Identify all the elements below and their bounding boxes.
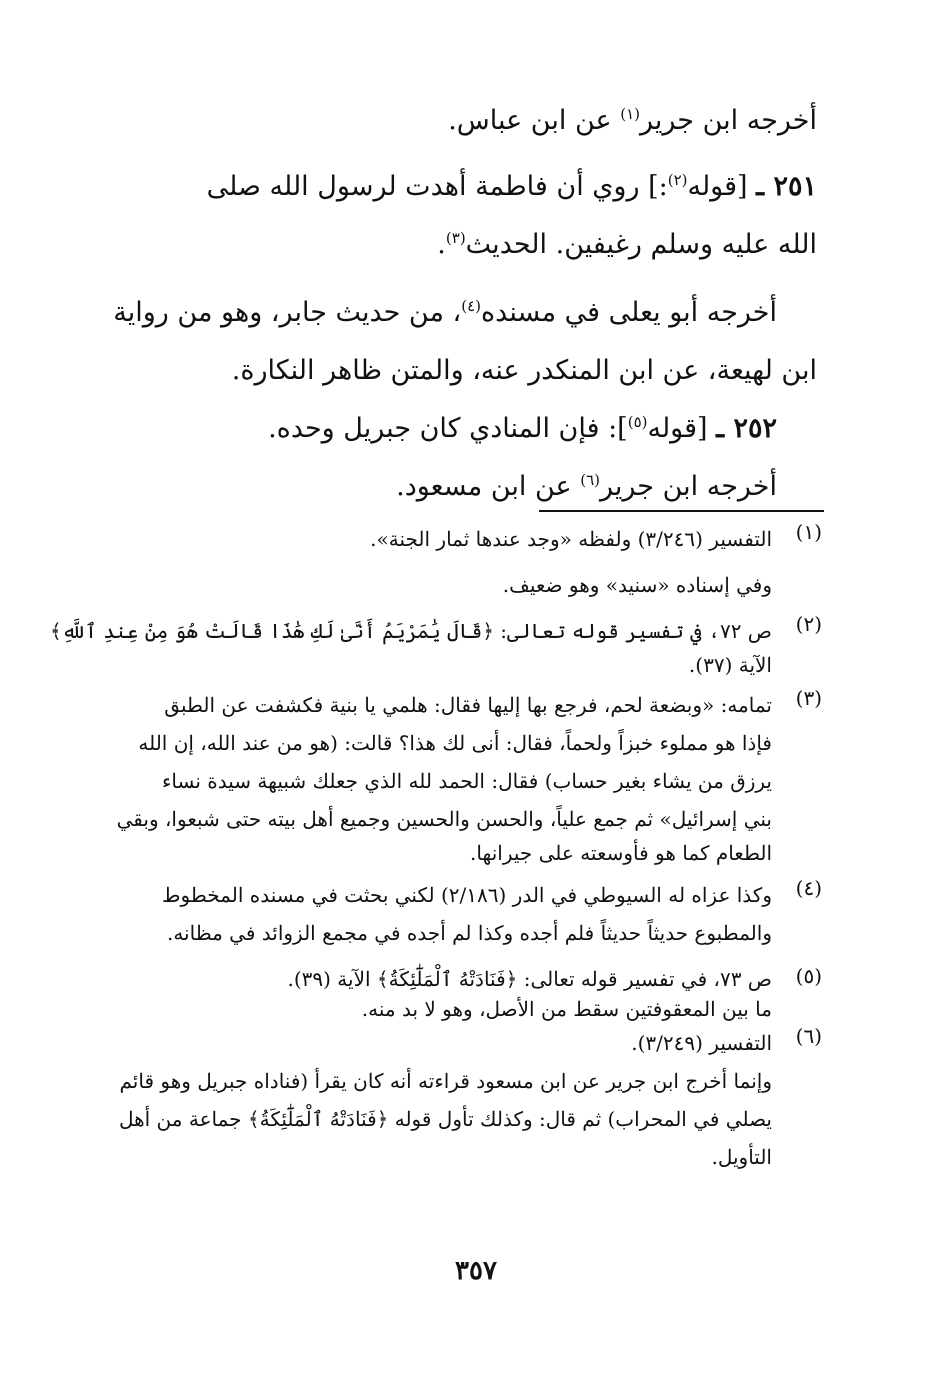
abu-yala-line1: أخرجه أبو يعلى في مسنده$^{(٤)}$، من حديث جابر، وهو من رواية xyxy=(113,297,777,328)
footnote-number: (٥) xyxy=(795,964,822,988)
footnote-ref[interactable]: (٦) xyxy=(580,471,600,489)
footnote-3 xyxy=(116,686,822,868)
footnote-number: (٣) xyxy=(795,686,822,710)
footnote-2 xyxy=(50,612,822,680)
footnote-line: تمامه: «وبضعة لحم، فرجع بها إليها فقال: هلمي يا بنية فكشفت عن الطبق xyxy=(164,693,772,717)
footnote-6 xyxy=(132,1024,822,1062)
footnote-line: وفي إسناده «سنيد» وهو ضعيف. xyxy=(502,573,772,597)
page-number: ٣٥٧ xyxy=(455,1256,497,1286)
footnote-line: التفسير (٣/٢٤٩). xyxy=(631,1031,772,1055)
footnote-line: الآية (٣٧). xyxy=(688,653,772,677)
footnote-line: والمطبوع حديثاً حديثاً فلم أجده وكذا لم أجده في مجمع الزوائد في مظانه. xyxy=(166,921,772,945)
footnote-number: (٤) xyxy=(795,876,822,900)
footnote-line: يصلي في المحراب) ثم قال: وكذلك تأول قوله ﴿فَنَادَتْهُ ٱلْمَلَٰٓئِكَةُ﴾ جماعة من أهل xyxy=(118,1107,772,1131)
footnote-5 xyxy=(132,964,822,1024)
footnote-separator xyxy=(539,510,824,512)
footnote-line: بني إسرائيل» ثم جمع علياً، والحسن والحسين وجميع أهل بيته حتى شبعوا، وبقي xyxy=(116,807,772,831)
footnote-number: (٢) xyxy=(795,612,822,636)
footnote-number: (٦) xyxy=(795,1024,822,1048)
footnote-1 xyxy=(132,520,822,558)
paragraph-number: ٢٥٢ ـ xyxy=(716,413,777,444)
ibn-masud-line: أخرجه ابن جرير$^{(٦)}$ عن ابن مسعود. xyxy=(396,471,777,502)
abu-yala-line2: ابن لهيعة، عن ابن المنكدر عنه، والمتن ظاهر النكارة. xyxy=(231,355,817,386)
footnote-ref[interactable]: (٤) xyxy=(461,297,482,315)
text-line: أخرجه ابن جرير$^{(١)}$ عن ابن عباس. xyxy=(448,105,817,136)
footnote-line: وإنما أخرج ابن جرير عن ابن مسعود قراءته أنه كان يقرأ (فناداه جبريل وهو قائم xyxy=(119,1069,772,1093)
footnote-line: ص ٧٣، في تفسير قوله تعالى: ﴿فَنَادَتْهُ ٱلْمَلَٰٓئِكَةُ﴾ الآية (٣٩). xyxy=(287,967,772,991)
footnote-ref[interactable]: (١) xyxy=(620,105,640,123)
footnote-line: الطعام كما هو فأوسعته على جيرانها. xyxy=(470,841,772,865)
footnote-line: ص ٧٢، في تفسير قوله تعالى: ﴿قَالَ يَٰمَرْيَمُ أَنَّىٰ لَكِ هَٰذَا قَالَتْ هُوَ مِنْ عِندِ ٱللَّهِ﴾ xyxy=(50,619,772,643)
footnotes xyxy=(50,520,822,1176)
footnote-number: (١) xyxy=(795,520,822,544)
main-text xyxy=(113,92,817,516)
footnote-line: فإذا هو مملوء خبزاً ولحماً، فقال: أنى لك هذا؟ قالت: (هو من عند الله، إن الله xyxy=(138,731,772,755)
footnote-ref[interactable]: (٥) xyxy=(627,413,648,431)
footnote-line: التأويل. xyxy=(711,1145,772,1169)
footnote-line: التفسير (٣/٢٤٦) ولفظه «وجد عندها ثمار الجنة». xyxy=(370,527,772,551)
footnote-line: يرزق من يشاء بغير حساب) فقال: الحمد لله الذي جعلك شبيهة سيدة نساء xyxy=(162,769,772,793)
paragraph-number: ٢٥١ ـ xyxy=(756,171,817,202)
footnote-line: وكذا عزاه له السيوطي في الدر (٢/١٨٦) لكني بحثت في مسنده المخطوط xyxy=(162,883,772,907)
footnote-4 xyxy=(132,876,822,952)
paragraph-251-line2: الله عليه وسلم رغيفين. الحديث$^{(٣)}$. xyxy=(437,229,817,260)
footnote-line: ما بين المعقوفتين سقط من الأصل، وهو لا بد منه. xyxy=(361,997,772,1021)
footnote-ref[interactable]: (٢) xyxy=(667,171,688,189)
footnote-ref[interactable]: (٣) xyxy=(445,229,466,247)
paragraph-251-line1: ٢٥١ ـ [قوله$^{(٢)}$:] روي أن فاطمة أهدت لرسول الله صلى xyxy=(206,171,817,202)
paragraph-252: ٢٥٢ ـ [قوله$^{(٥)}$]: فإن المنادي كان جبريل وحده. xyxy=(268,413,777,444)
